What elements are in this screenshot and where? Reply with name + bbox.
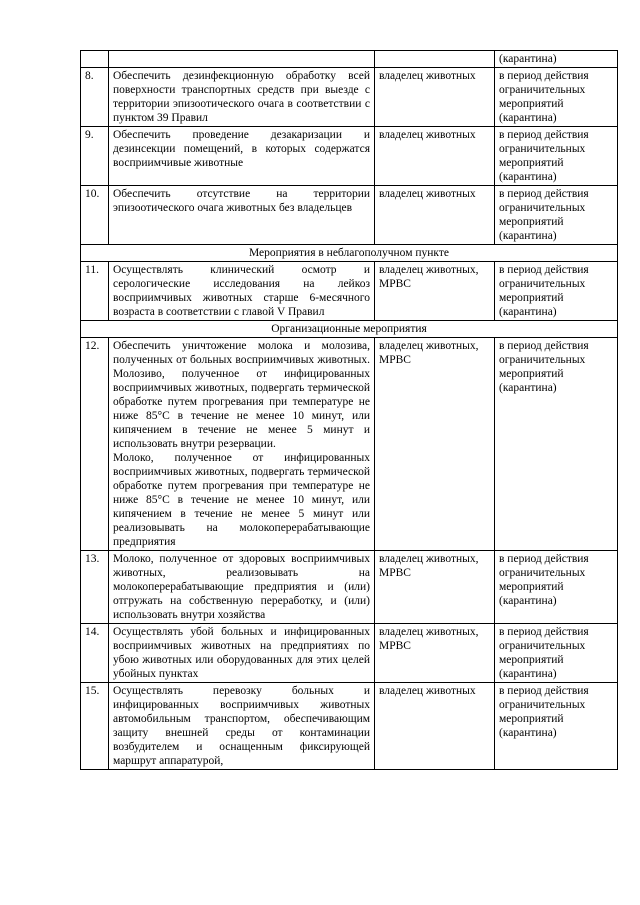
cell-description [109,551,375,624]
table-row [81,551,618,624]
cell-description [109,262,375,321]
description-paragraph: Осуществлять перевозку больных и инфицированных восприимчивых животных автомобильным транспортом, обеспечивающим защиту внешней среды от контаминации возбудителем и оснащенным фиксирующей маршрут аппаратурой, [113,685,370,767]
cell-responsible: владелец животных [375,68,495,127]
description-paragraph: Обеспечить проведение дезакаризации и дезинсекции помещений, в которых содержатся восприимчивые животные [113,129,370,169]
section-header-row [81,321,618,338]
description-paragraph: Осуществлять убой больных и инфицированных восприимчивых животных на предприятиях по убою животных или оборудованных для этих целей убойных пунктах [113,626,370,680]
cell-responsible: владелец животных, МРВС [375,262,495,321]
cell-description [109,683,375,770]
table-row [81,68,618,127]
cell-responsible: владелец животных, МРВС [375,338,495,551]
cell-description [109,338,375,551]
cell-term: в период действия ограничительных мероприятий (карантина) [495,127,618,186]
table-row-continued [81,51,618,68]
description-paragraph: Молоко, полученное от инфицированных восприимчивых животных, подвергать термической обработке путем прогревания при температуре не ниже 85°С в течение не менее 10 минут, или кипячением в течение не менее 5 минут или реализовывать на молокоперерабатывающие предприятия [113,452,370,548]
cell-number: 11. [81,262,109,321]
cell-number: 14. [81,624,109,683]
description-paragraph: Обеспечить уничтожение молока и молозива, полученных от больных восприимчивых животных. Молозиво, полученное от инфицированных восприимчивых животных, подвергать термической обработке путем прогревания при температуре не ниже 85°С в течение не менее 10 минут, или кипячением в течение не менее 5 минут и использовать внутри резервации. [113,340,370,450]
cell-description [109,186,375,245]
cell-number: 13. [81,551,109,624]
cell-number: 12. [81,338,109,551]
table-row [81,683,618,770]
cell-responsible: владелец животных, МРВС [375,624,495,683]
table-row [81,624,618,683]
cell-term: в период действия ограничительных мероприятий (карантина) [495,683,618,770]
cell-description [109,624,375,683]
cell-term: в период действия ограничительных мероприятий (карантина) [495,551,618,624]
cell-responsible [375,51,495,68]
cell-number: 9. [81,127,109,186]
cell-term: в период действия ограничительных мероприятий (карантина) [495,338,618,551]
description-paragraph: Молоко, полученное от здоровых восприимчивых животных, реализовывать на молокоперерабатывающие предприятия и (или) отгружать на собственную переработку, и (или) использовать внутри хозяйства [113,553,370,621]
table-row [81,127,618,186]
cell-responsible: владелец животных [375,683,495,770]
cell-number: 10. [81,186,109,245]
cell-term: в период действия ограничительных мероприятий (карантина) [495,186,618,245]
cell-term: (карантина) [495,51,618,68]
cell-term: в период действия ограничительных мероприятий (карантина) [495,624,618,683]
description-paragraph: Обеспечить дезинфекционную обработку всей поверхности транспортных средств при выезде с территории эпизоотического очага в соответствии с пунктом 39 Правил [113,70,370,124]
cell-term: в период действия ограничительных мероприятий (карантина) [495,68,618,127]
section-title: Организационные мероприятия [81,321,618,338]
cell-description [109,68,375,127]
cell-number [81,51,109,68]
description-paragraph: Осуществлять клинический осмотр и серологические исследования на лейкоз восприимчивых животных старше 6-месячного возраста в соответствии с главой V Правил [113,264,370,318]
section-header-row [81,245,618,262]
cell-responsible: владелец животных [375,186,495,245]
measures-table [80,50,618,770]
cell-responsible: владелец животных [375,127,495,186]
description-paragraph: Обеспечить отсутствие на территории эпизоотического очага животных без владельцев [113,188,370,214]
measures-table-body [81,51,618,770]
table-row [81,262,618,321]
table-row [81,338,618,551]
table-row [81,186,618,245]
cell-description [109,127,375,186]
cell-number: 8. [81,68,109,127]
section-title: Мероприятия в неблагополучном пункте [81,245,618,262]
cell-description [109,51,375,68]
cell-term: в период действия ограничительных мероприятий (карантина) [495,262,618,321]
cell-number: 15. [81,683,109,770]
cell-responsible: владелец животных, МРВС [375,551,495,624]
